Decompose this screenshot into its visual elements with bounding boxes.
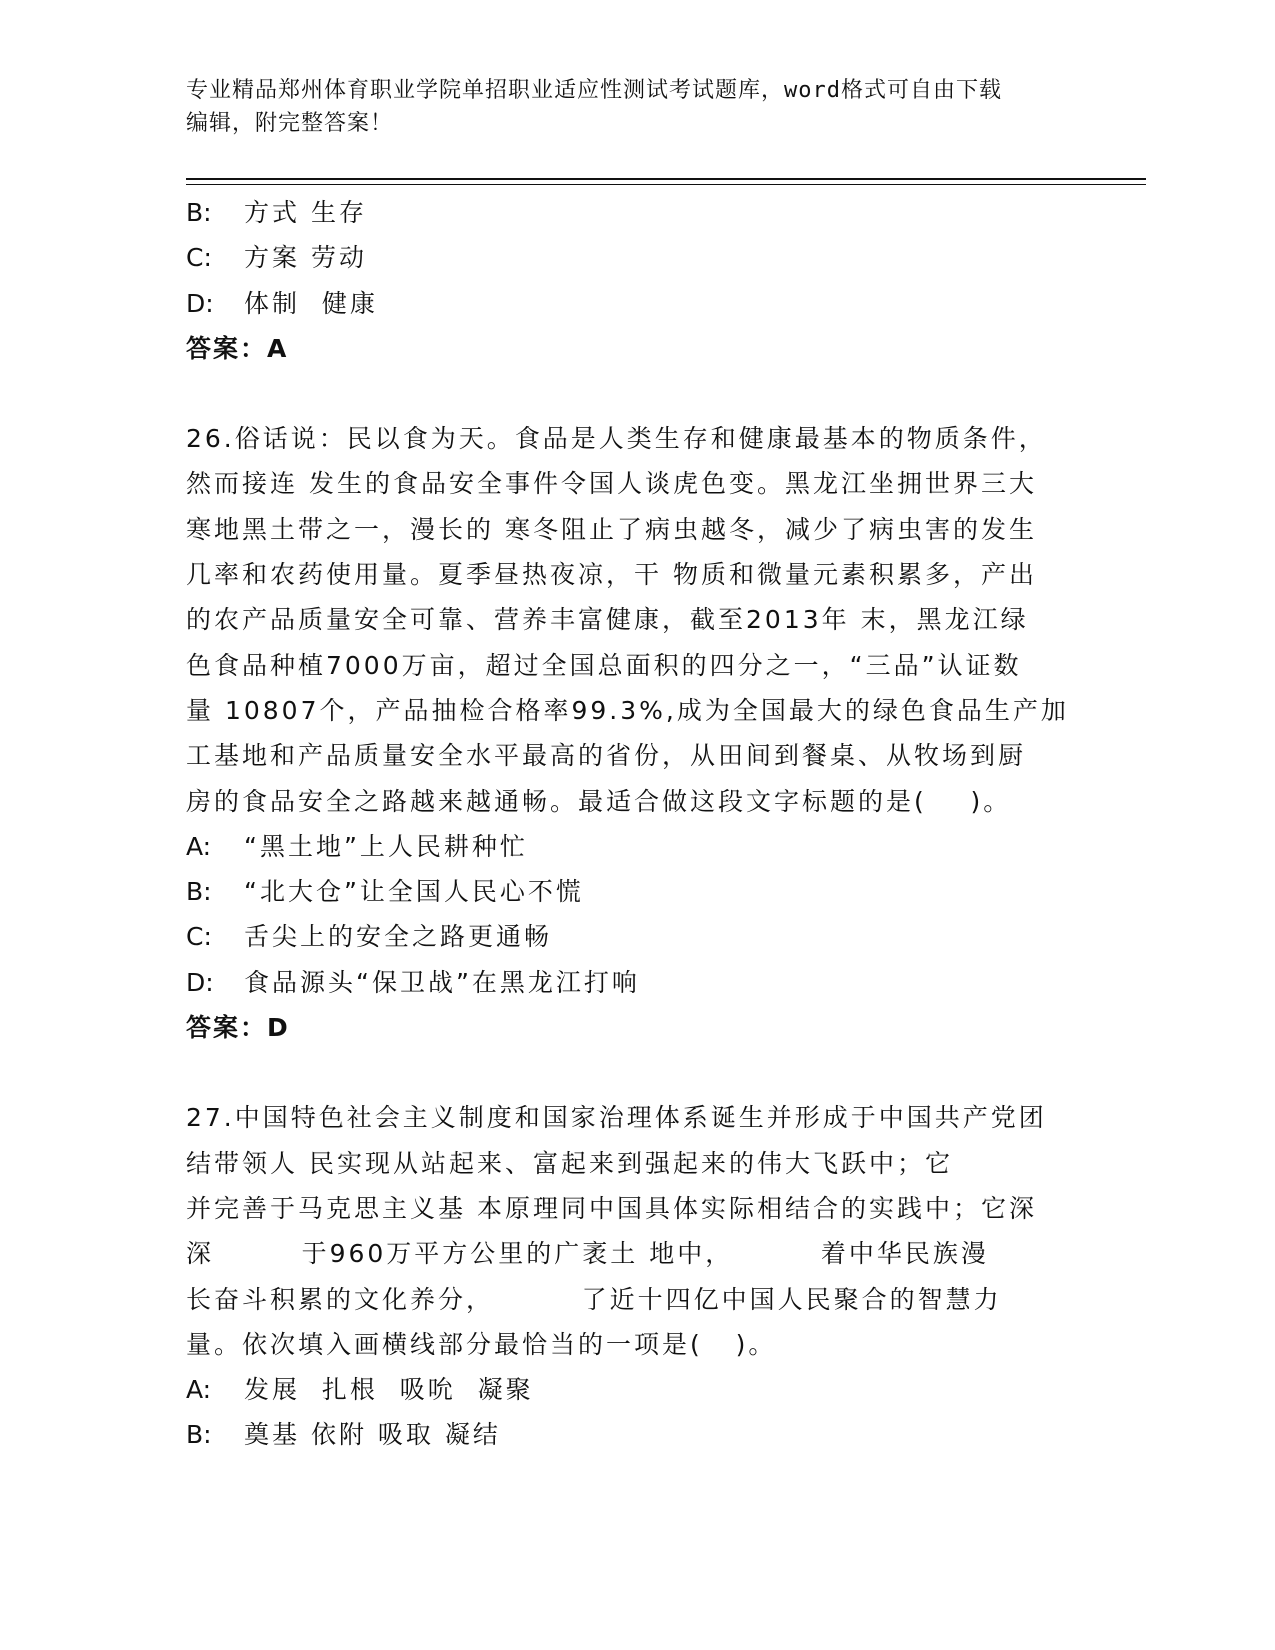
option-a bbox=[186, 824, 1086, 869]
answer-26: 答案：D bbox=[186, 1013, 290, 1043]
option-d bbox=[186, 281, 1086, 326]
question-stem-line: 几率和农药使用量。夏季昼热夜凉，干 物质和微量元素积累多，产出 bbox=[186, 560, 1037, 590]
option-c bbox=[186, 235, 1086, 280]
question-stem-line: 27.中国特色社会主义制度和国家治理体系诞生并形成于中国共产党团 bbox=[186, 1103, 1047, 1133]
question-stem-line: 深 于960万平方公里的广袤土 地中， 着中华民族漫 bbox=[186, 1239, 989, 1269]
option-text: 方案 劳动 bbox=[244, 243, 367, 273]
option-text: 发展 扎根 吸吮 凝聚 bbox=[244, 1375, 534, 1405]
question-25-options bbox=[186, 190, 1086, 326]
option-letter: C: bbox=[186, 922, 212, 952]
question-stem-line: 26.俗话说：民以食为天。食品是人类生存和健康最基本的物质条件， bbox=[186, 424, 1047, 454]
question-stem-line: 量。依次填入画横线部分最恰当的一项是( )。 bbox=[186, 1329, 777, 1359]
question-stem-line: 房的食品安全之路越来越通畅。最适合做这段文字标题的是( )。 bbox=[186, 786, 1012, 816]
header-rule-thin bbox=[186, 184, 1146, 185]
question-stem-line: 并完善于马克思主义基 本原理同中国具体实际相结合的实践中；它深 bbox=[186, 1193, 1037, 1223]
question-stem-line: 结带领人 民实现从站起来、富起来到强起来的伟大飞跃中；它 bbox=[186, 1148, 953, 1178]
question-27 bbox=[186, 1095, 1086, 1457]
option-b bbox=[186, 1412, 1086, 1457]
answer-25: 答案：A bbox=[186, 333, 289, 363]
question-stem-line: 寒地黑土带之一，漫长的 寒冬阻止了病虫越冬，减少了病虫害的发生 bbox=[186, 514, 1037, 544]
document-body bbox=[186, 190, 1086, 1458]
question-stem-line: 量 10807个，产品抽检合格率99.3%,成为全国最大的绿色食品生产加 bbox=[186, 695, 1069, 725]
document-header bbox=[186, 74, 1066, 140]
option-c bbox=[186, 914, 1086, 959]
option-letter: D: bbox=[186, 288, 214, 318]
option-text: “黑土地”上人民耕种忙 bbox=[244, 831, 528, 861]
option-b bbox=[186, 190, 1086, 235]
question-stem-line: 的农产品质量安全可靠、营养丰富健康，截至2013年 末，黑龙江绿 bbox=[186, 605, 1029, 635]
option-a bbox=[186, 1367, 1086, 1412]
option-letter: B: bbox=[186, 877, 212, 907]
option-d bbox=[186, 960, 1086, 1005]
option-b bbox=[186, 869, 1086, 914]
option-text: 奠基 依附 吸取 凝结 bbox=[244, 1420, 501, 1450]
header-line-2: 编辑，附完整答案！ bbox=[186, 111, 394, 136]
question-26 bbox=[186, 416, 1086, 1050]
header-line-1: 专业精品郑州体育职业学院单招职业适应性测试考试题库，word格式可自由下载 bbox=[186, 78, 1002, 103]
option-letter: B: bbox=[186, 198, 212, 227]
option-letter: B: bbox=[186, 1420, 212, 1450]
option-letter: A: bbox=[186, 1375, 212, 1405]
option-text: “北大仓”让全国人民心不慌 bbox=[244, 877, 584, 907]
option-text: 食品源头“保卫战”在黑龙江打响 bbox=[244, 967, 640, 997]
question-stem-line: 长奋斗积累的文化养分， 了近十四亿中国人民聚合的智慧力 bbox=[186, 1284, 1002, 1314]
question-stem-line: 然而接连 发生的食品安全事件令国人谈虎色变。黑龙江坐拥世界三大 bbox=[186, 469, 1037, 499]
option-text: 舌尖上的安全之路更通畅 bbox=[244, 922, 553, 952]
question-stem-line: 工基地和产品质量安全水平最高的省份，从田间到餐桌、从牧场到厨 bbox=[186, 741, 1027, 771]
header-rule-thick bbox=[186, 178, 1146, 180]
option-letter: A: bbox=[186, 831, 212, 861]
option-text: 体制 健康 bbox=[244, 288, 378, 318]
option-letter: C: bbox=[186, 243, 212, 273]
question-stem-line: 色食品种植7000万亩，超过全国总面积的四分之一，“三品”认证数 bbox=[186, 650, 1022, 680]
option-text: 方式 生存 bbox=[244, 198, 367, 227]
option-letter: D: bbox=[186, 967, 214, 997]
